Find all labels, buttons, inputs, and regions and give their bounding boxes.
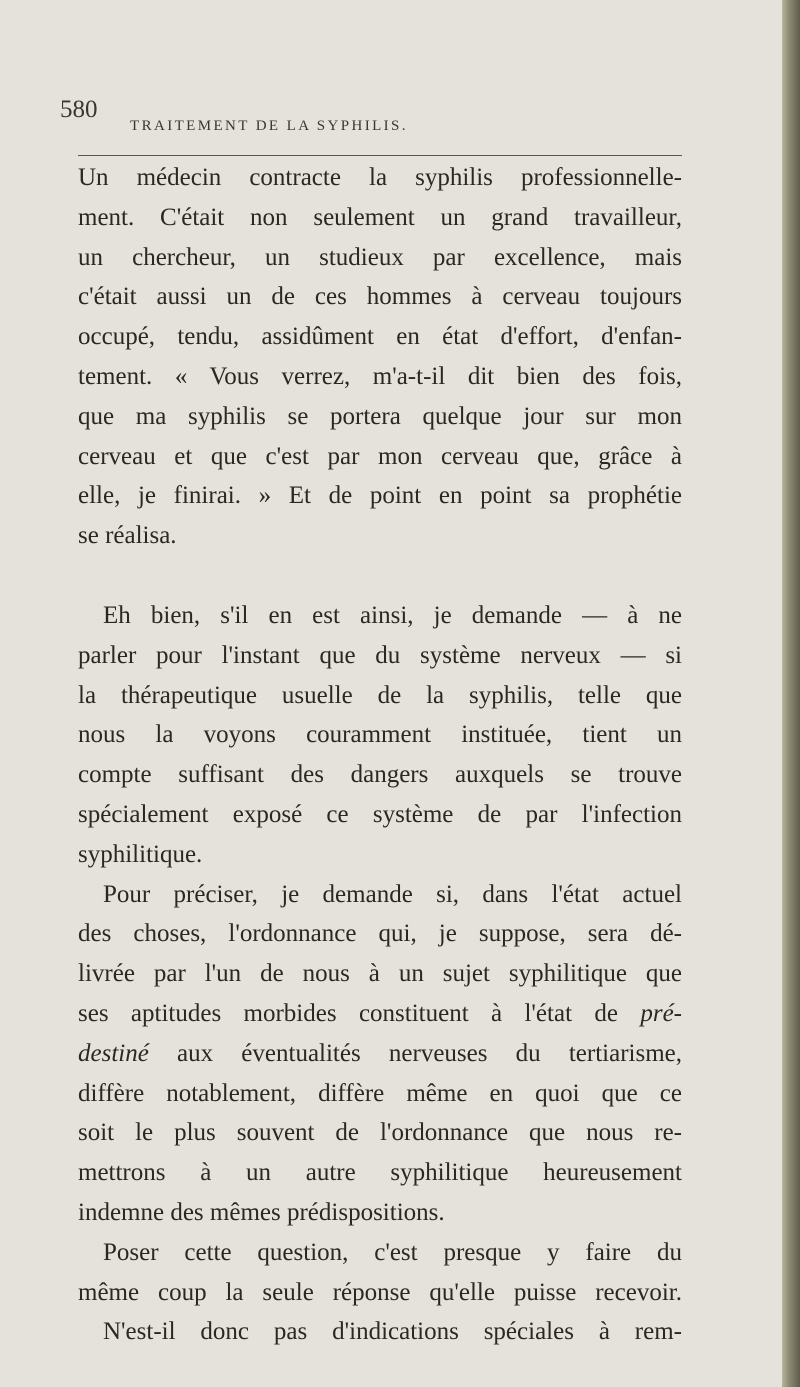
text-line: diffère notablement, diffère même en quoi que ce (78, 1079, 682, 1107)
text-line: que ma syphilis se portera quelque jour sur mon (78, 402, 682, 430)
italic-word: pré- (640, 999, 682, 1027)
text-fragment: ses aptitudes morbides constituent à l'état de (78, 999, 641, 1027)
text-line: tement. « Vous verrez, m'a-t-il dit bien des fois, (78, 362, 682, 390)
text-line: c'était aussi un de ces hommes à cerveau toujours (78, 283, 682, 311)
text-line: des choses, l'ordonnance qui, je suppose, sera dé- (78, 920, 682, 948)
text-line: spécialement exposé ce système de par l'infection (78, 800, 682, 828)
text-line: la thérapeutique usuelle de la syphilis, telle que (78, 681, 682, 709)
text-line: livrée par l'un de nous à un sujet syphilitique que (78, 960, 682, 988)
paragraph-3 (78, 875, 682, 1233)
paragraph-4 (78, 1233, 682, 1352)
text-line: parler pour l'instant que du système nerveux — si (78, 641, 682, 669)
text-line: Eh bien, s'il en est ainsi, je demande — à ne (103, 601, 682, 629)
text-line: indemne des mêmes prédispositions. (78, 1198, 445, 1226)
text-fragment: aux éventualités nerveuses du tertiarisme, (148, 1039, 682, 1067)
text-line: nous la voyons couramment instituée, tient un (78, 721, 682, 749)
page-number: 580 (60, 96, 98, 123)
text-line (78, 994, 682, 1034)
text-line: se réalisa. (78, 522, 177, 550)
text-line: Poser cette question, c'est presque y faire du (103, 1238, 682, 1266)
text-line: mettrons à un autre syphilitique heureusement (78, 1159, 682, 1187)
text-line (78, 1034, 682, 1074)
text-line: Pour préciser, je demande si, dans l'état actuel (103, 880, 682, 908)
header-rule (78, 155, 682, 156)
text-line: Un médecin contracte la syphilis professionnelle- (78, 164, 682, 191)
page-edge-shadow (782, 0, 800, 1387)
italic-word: destiné (78, 1039, 149, 1067)
text-line: occupé, tendu, assidûment en état d'effort, d'enfan- (78, 323, 682, 351)
text-line: compte suffisant des dangers auxquels se trouve (78, 761, 682, 789)
text-line: N'est-il donc pas d'indications spéciales à rem- (103, 1318, 682, 1346)
text-line: un chercheur, un studieux par excellence, mais (78, 243, 682, 271)
body-text (78, 158, 682, 1352)
running-head: TRAITEMENT DE LA SYPHILIS. (130, 118, 408, 134)
text-line: soit le plus souvent de l'ordonnance que nous re- (78, 1119, 682, 1147)
text-line: elle, je finirai. » Et de point en point sa prophétie (78, 482, 682, 510)
text-line: syphilitique. (78, 840, 203, 868)
paragraph-2 (78, 596, 682, 875)
page-header (60, 96, 682, 136)
text-line: cerveau et que c'est par mon cerveau que, grâce à (78, 442, 682, 470)
text-line: ment. C'était non seulement un grand travailleur, (78, 203, 682, 231)
text-line: même coup la seule réponse qu'elle puisse recevoir. (78, 1278, 682, 1306)
paragraph-1 (78, 158, 682, 556)
